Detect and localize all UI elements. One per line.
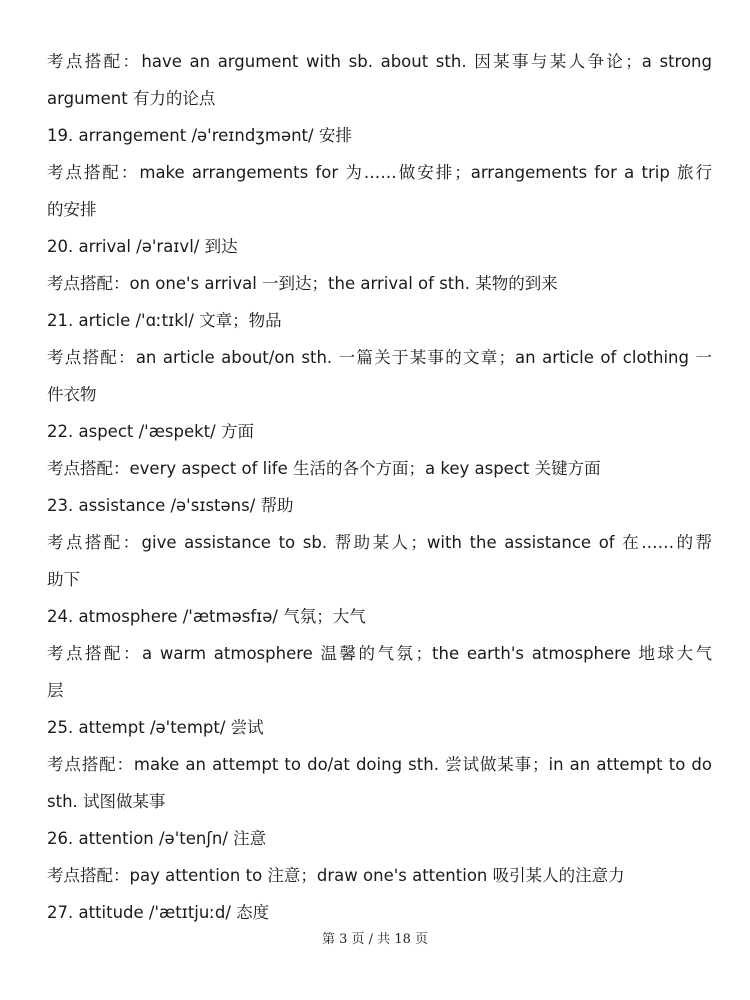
text-line: 考点搭配：pay attention to 注意；draw one's attention 吸引某人的注意力 [47, 866, 625, 885]
entry-heading: 27. attitude /'ætɪtjuːd/ 态度 [47, 903, 270, 922]
text-line: 考点搭配：give assistance to sb. 帮助某人；with the assistance of 在……的帮 [47, 533, 712, 552]
text-line: 件衣物 [47, 385, 97, 404]
entry-heading: 26. attention /ə'tenʃn/ 注意 [47, 829, 267, 848]
entry-heading: 21. article /'ɑːtɪkl/ 文章；物品 [47, 311, 282, 330]
text-line: 考点搭配：a warm atmosphere 温馨的气氛；the earth's atmosphere 地球大气 [47, 644, 712, 663]
entry-heading: 19. arrangement /ə'reɪndʒmənt/ 安排 [47, 126, 352, 145]
page-number: 第 3 页 / 共 18 页 [322, 932, 428, 947]
text-line: 的安排 [47, 200, 97, 219]
text-line: 层 [47, 681, 64, 700]
text-line: 考点搭配：an article about/on sth. 一篇关于某事的文章；an article of clothing 一 [47, 348, 712, 367]
text-line: sth. 试图做某事 [47, 792, 166, 811]
text-line: argument 有力的论点 [47, 89, 216, 108]
entry-heading: 25. attempt /ə'tempt/ 尝试 [47, 718, 264, 737]
entry-heading: 23. assistance /ə'sɪstəns/ 帮助 [47, 496, 294, 515]
text-line: 助下 [47, 570, 80, 589]
entry-heading: 22. aspect /'æspekt/ 方面 [47, 422, 254, 441]
entry-heading: 20. arrival /ə'raɪvl/ 到达 [47, 237, 238, 256]
text-line: 考点搭配：have an argument with sb. about sth. 因某事与某人争论；a strong [47, 52, 712, 71]
entry-heading: 24. atmosphere /'ætməsfɪə/ 气氛；大气 [47, 607, 366, 626]
text-line: 考点搭配：make arrangements for 为……做安排；arrangements for a trip 旅行 [47, 163, 712, 182]
text-line: 考点搭配：make an attempt to do/at doing sth. 尝试做某事；in an attempt to do [47, 755, 712, 774]
text-line: 考点搭配：every aspect of life 生活的各个方面；a key aspect 关键方面 [47, 459, 601, 478]
text-line: 考点搭配：on one's arrival 一到达；the arrival of sth. 某物的到来 [47, 274, 558, 293]
